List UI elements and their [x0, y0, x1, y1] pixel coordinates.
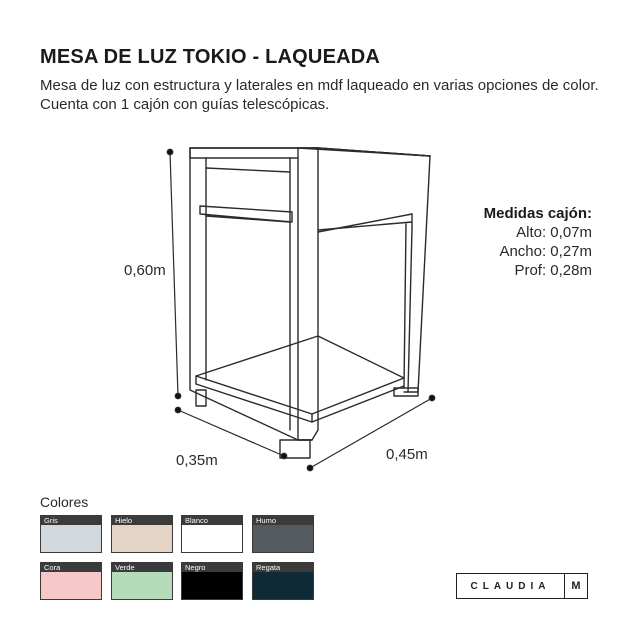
drawer-specs-title: Medidas cajón:	[483, 205, 592, 222]
description-line-2: Cuenta con 1 cajón con guías telescópicas.	[40, 96, 330, 113]
swatch-label: Negro	[182, 563, 242, 572]
drawer-specs	[484, 204, 592, 280]
foot-front-left	[196, 390, 206, 406]
swatch-label: Hielo	[112, 516, 172, 525]
swatch-fill	[253, 572, 313, 599]
swatch-hielo[interactable]	[111, 515, 173, 553]
height-dimension: 0,60m	[124, 262, 166, 279]
brand-mark: M	[571, 580, 581, 592]
swatch-cora[interactable]	[40, 562, 102, 600]
swatch-label: Humo	[253, 516, 313, 525]
description-line-1: Mesa de luz con estructura y laterales en mdf laqueado en varias opciones de color.	[40, 77, 599, 94]
drawer-spec-alto: Alto: 0,07m	[516, 224, 592, 241]
dim-width-end	[281, 453, 287, 459]
drawer-spec-prof: Prof: 0,28m	[514, 262, 592, 279]
swatch-label: Blanco	[182, 516, 242, 525]
swatch-negro[interactable]	[181, 562, 243, 600]
page-title: MESA DE LUZ TOKIO - LAQUEADA	[40, 46, 381, 68]
colors-label: Colores	[40, 494, 89, 510]
top-slab	[190, 148, 430, 156]
swatch-fill	[253, 525, 313, 552]
dim-depth-end	[429, 395, 435, 401]
swatch-fill	[112, 572, 172, 599]
dim-height-end	[175, 393, 181, 399]
bottom-shelf	[196, 336, 404, 414]
swatch-regata[interactable]	[252, 562, 314, 600]
dim-depth-start	[307, 465, 313, 471]
swatch-label: Regata	[253, 563, 313, 572]
dim-width-start	[175, 407, 181, 413]
swatch-fill	[182, 572, 242, 599]
drawer-spec-ancho: Ancho: 0,27m	[499, 243, 592, 260]
swatch-blanco[interactable]	[181, 515, 243, 553]
drawer-front	[200, 206, 292, 222]
brand-name: CLAUDIA	[457, 574, 565, 598]
depth-dimension: 0,45m	[386, 446, 428, 463]
swatch-fill	[112, 525, 172, 552]
side-panel	[298, 148, 318, 440]
swatch-humo[interactable]	[252, 515, 314, 553]
brand-logo	[456, 573, 588, 599]
swatch-label: Cora	[41, 563, 101, 572]
swatch-fill	[182, 525, 242, 552]
width-dimension: 0,35m	[176, 452, 218, 469]
swatch-fill	[41, 525, 101, 552]
swatch-label: Verde	[112, 563, 172, 572]
swatch-fill	[41, 572, 101, 599]
dim-height-start	[167, 149, 173, 155]
swatch-verde[interactable]	[111, 562, 173, 600]
swatch-gris[interactable]	[40, 515, 102, 553]
swatch-label: Gris	[41, 516, 101, 525]
